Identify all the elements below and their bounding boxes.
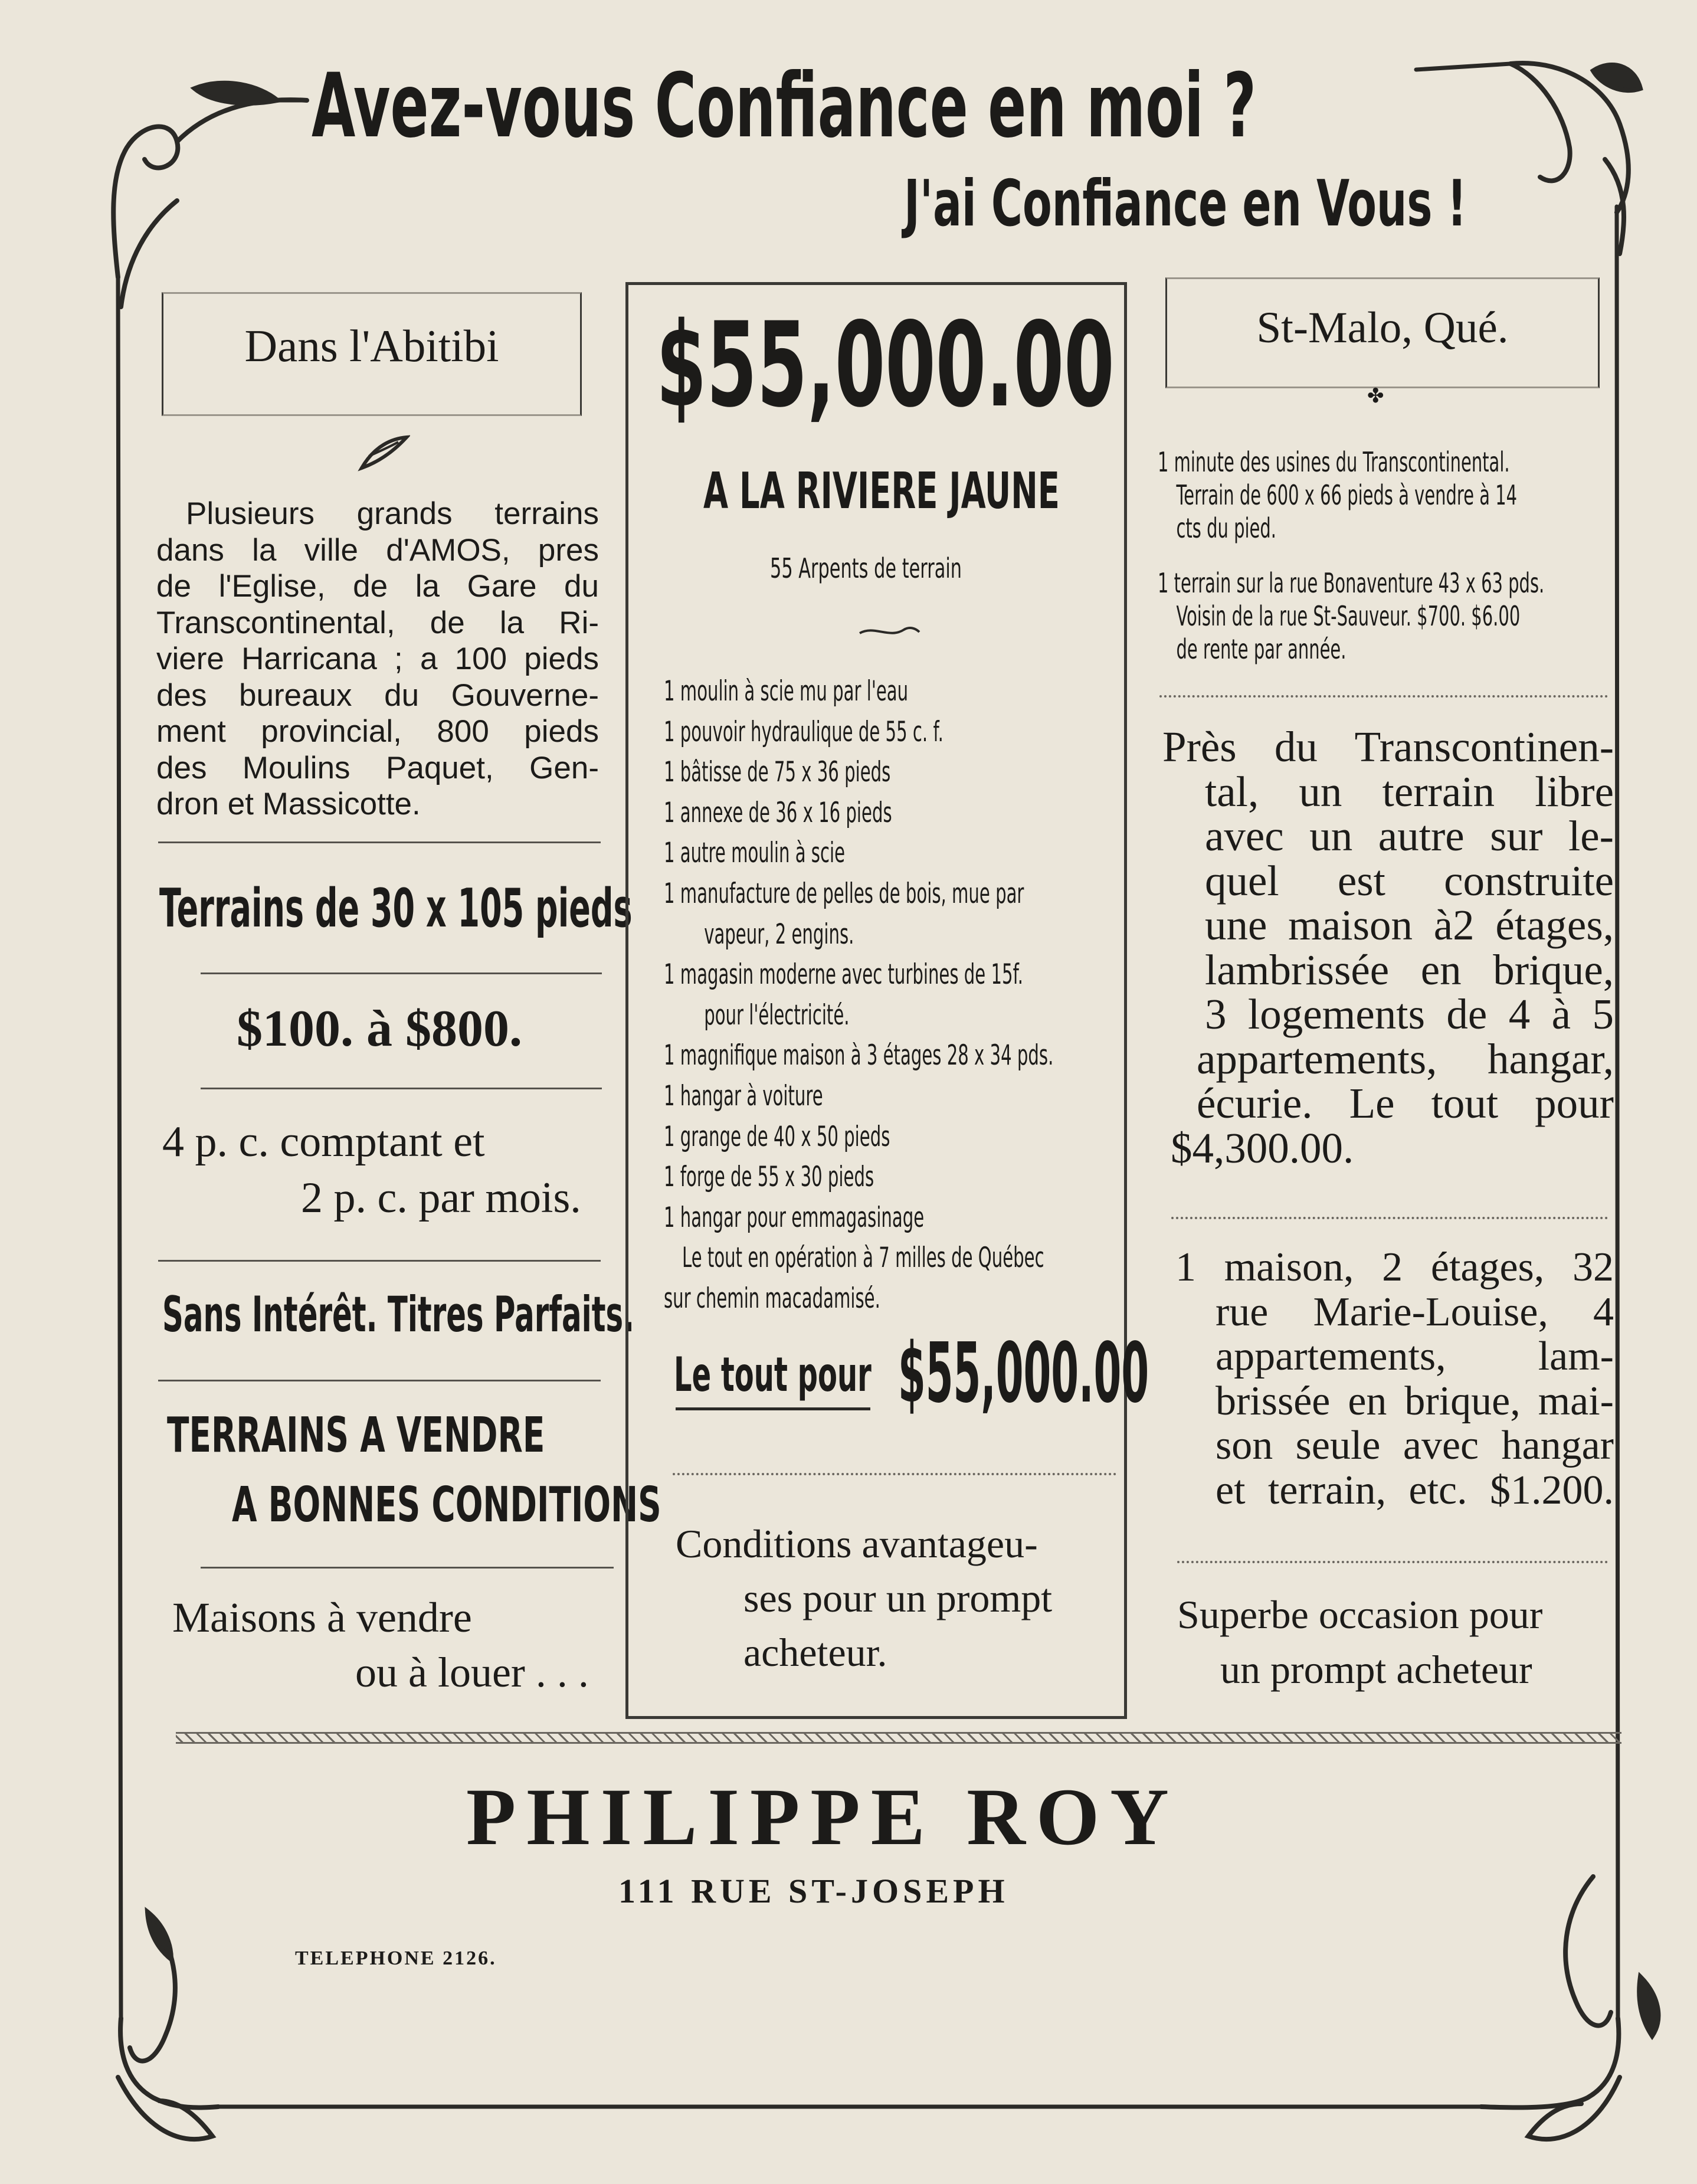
house1-line: lambrissée en brique, bbox=[1205, 945, 1614, 994]
headline-title: Avez-vous Confiance en moi ? bbox=[312, 55, 1257, 158]
flourish-bottom-left-icon bbox=[118, 1912, 218, 2139]
item-line: 1 hangar pour emmagasinage bbox=[664, 1201, 925, 1234]
description-line: dans la ville d'AMOS, pres bbox=[156, 532, 599, 568]
center-items bbox=[664, 672, 1053, 1319]
item-line: 1 bâtisse de 75 x 36 pieds bbox=[664, 756, 891, 789]
house1-line: tal, un terrain libre bbox=[1205, 767, 1614, 816]
right-lot2 bbox=[1158, 567, 1544, 666]
left-description bbox=[156, 496, 599, 823]
headline-subtitle: J'ai Confiance en Vous ! bbox=[904, 167, 1467, 241]
footer-name: PHILIPPE ROY bbox=[466, 1772, 1180, 1862]
house2-line: brissée en brique, mai- bbox=[1216, 1378, 1614, 1424]
right-house2 bbox=[1157, 1245, 1614, 1512]
house2-line: 1 maison, 2 étages, 32 bbox=[1175, 1245, 1614, 1290]
center-price: $55,000.00 bbox=[656, 297, 1115, 433]
house1-line: quel est construite bbox=[1205, 856, 1614, 905]
conditions-line: ses pour un prompt bbox=[743, 1576, 1053, 1620]
lot1-line: 1 minute des usines du Transcontinental. bbox=[1158, 446, 1510, 478]
left-houses-line1: Maisons à vendre bbox=[172, 1594, 472, 1641]
item-line: 1 manufacture de pelles de bois, mue par bbox=[664, 877, 1024, 910]
item-line: 1 annexe de 36 x 16 pieds bbox=[664, 796, 892, 829]
house1-line: avec un autre sur le- bbox=[1205, 812, 1614, 860]
item-line: 1 hangar à voiture bbox=[664, 1079, 823, 1112]
divider bbox=[158, 1380, 601, 1381]
center-total-price: $55,000.00 bbox=[898, 1325, 1149, 1422]
dotted-divider bbox=[1171, 1217, 1608, 1219]
house1-line: 3 logements de 4 à 5 bbox=[1205, 990, 1614, 1038]
description-line: ment provincial, 800 pieds bbox=[156, 714, 599, 749]
footer-telephone: TELEPHONE 2126. bbox=[295, 1947, 497, 1969]
house2-line: son seule avec hangar bbox=[1216, 1423, 1614, 1468]
left-sale-line1: TERRAINS A VENDRE bbox=[167, 1407, 545, 1463]
item-line: 1 magasin moderne avec turbines de 15f. bbox=[664, 958, 1023, 991]
item-line: 1 magnifique maison à 3 étages 28 x 34 pds. bbox=[664, 1039, 1054, 1072]
dotted-divider bbox=[1177, 1561, 1608, 1563]
item-line: Le tout en opération à 7 milles de Québec bbox=[682, 1242, 1044, 1275]
left-interest: Sans Intérêt. Titres Parfaits. bbox=[162, 1286, 635, 1343]
ornamental-band bbox=[176, 1732, 1621, 1744]
fleuron-icon: ✤ bbox=[1367, 385, 1384, 407]
house1-line: une maison à2 étages, bbox=[1205, 901, 1614, 949]
house1-line: Près du Transcontinen- bbox=[1162, 723, 1614, 771]
leaf-ornament-icon bbox=[357, 434, 410, 472]
divider bbox=[201, 973, 602, 974]
description-line: de l'Eglise, de la Gare du bbox=[156, 569, 599, 604]
item-line: 1 autre moulin à scie bbox=[664, 837, 846, 870]
divider bbox=[201, 1567, 614, 1569]
flourish-bottom-right-icon bbox=[1481, 1877, 1658, 2139]
lot2-line: de rente par année. bbox=[1176, 633, 1347, 665]
center-land: 55 Arpents de terrain bbox=[770, 552, 962, 584]
lot2-line: 1 terrain sur la rue Bonaventure 43 x 63 pds. bbox=[1158, 567, 1545, 599]
description-line: dron et Massicotte. bbox=[156, 787, 421, 821]
dotted-divider bbox=[1159, 695, 1608, 698]
footer-address: 111 RUE ST-JOSEPH bbox=[618, 1872, 1009, 1910]
conditions-line: Conditions avantageu- bbox=[676, 1521, 1038, 1566]
item-line: 1 forge de 55 x 30 pieds bbox=[664, 1161, 874, 1194]
left-heading: Dans l'Abitibi bbox=[244, 320, 499, 371]
item-line: sur chemin macadamisé. bbox=[664, 1282, 880, 1315]
description-line: des bureaux du Gouverne- bbox=[156, 677, 599, 713]
item-line: 1 moulin à scie mu par l'eau bbox=[664, 675, 909, 708]
right-house1 bbox=[1157, 725, 1614, 1170]
house1-line: appartements, hangar, bbox=[1197, 1034, 1614, 1083]
item-line: vapeur, 2 engins. bbox=[704, 918, 854, 951]
left-houses-line2: ou à louer . . . bbox=[355, 1649, 589, 1696]
house1-line: $4,300.00. bbox=[1171, 1124, 1354, 1172]
left-sale-line2: A BONNES CONDITIONS bbox=[232, 1477, 661, 1533]
dotted-divider bbox=[673, 1473, 1116, 1475]
right-closing-line1: Superbe occasion pour bbox=[1177, 1592, 1543, 1637]
item-line: 1 grange de 40 x 50 pieds bbox=[664, 1120, 890, 1153]
right-closing-line2: un prompt acheteur bbox=[1220, 1647, 1532, 1692]
left-terms-line2: 2 p. c. par mois. bbox=[301, 1174, 581, 1222]
description-line: viere Harricana ; a 100 pieds bbox=[156, 641, 599, 676]
lot1-line: cts du pied. bbox=[1176, 512, 1276, 544]
lot2-line: Voisin de la rue St-Sauveur. $700. $6.00 bbox=[1176, 600, 1521, 632]
total-underline bbox=[676, 1407, 870, 1410]
left-terms-line1: 4 p. c. comptant et bbox=[162, 1118, 485, 1166]
center-location: A LA RIVIERE JAUNE bbox=[703, 462, 1060, 520]
divider bbox=[158, 1260, 601, 1262]
house2-line: et terrain, etc. $1.200. bbox=[1216, 1467, 1614, 1513]
item-line: pour l'électricité. bbox=[704, 998, 850, 1032]
divider bbox=[201, 1088, 602, 1089]
house1-line: écurie. Le tout pour bbox=[1197, 1079, 1614, 1127]
house2-line: rue Marie-Louise, 4 bbox=[1216, 1289, 1614, 1335]
divider bbox=[158, 841, 601, 843]
left-lots: Terrains de 30 x 105 pieds bbox=[159, 877, 633, 939]
item-line: 1 pouvoir hydraulique de 55 c. f. bbox=[664, 715, 943, 748]
flourish-top-left-icon bbox=[113, 83, 307, 307]
right-heading: St-Malo, Qué. bbox=[1256, 303, 1509, 352]
description-line: Transcontinental, de la Ri- bbox=[156, 605, 599, 640]
left-price: $100. à $800. bbox=[237, 1000, 522, 1057]
center-conditions bbox=[676, 1517, 1052, 1679]
description-line: Plusieurs grands terrains bbox=[186, 496, 599, 531]
small-flourish-icon bbox=[857, 623, 922, 640]
right-lot1 bbox=[1158, 446, 1517, 545]
lot1-line: Terrain de 600 x 66 pieds à vendre à 14 bbox=[1176, 479, 1518, 511]
description-line: des Moulins Paquet, Gen- bbox=[156, 750, 599, 785]
flourish-top-right-icon bbox=[1511, 63, 1640, 254]
conditions-line: acheteur. bbox=[743, 1630, 887, 1675]
house2-line: appartements, lam- bbox=[1216, 1334, 1614, 1379]
center-total-label: Le tout pour bbox=[674, 1347, 872, 1402]
